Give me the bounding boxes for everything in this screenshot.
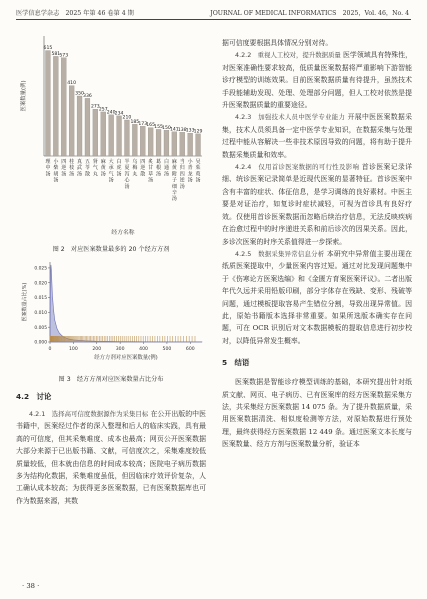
bar xyxy=(180,132,185,156)
paragraph-4-2-5-body: 本研究中异常值主要出现在纸质医案提取中，少量医案内容过短。通过对比发现问题集中于《伤寒论方医案选编》和《金匮方育案医案评议》。二者出版年代久远并采用铅版印刷，部分字体存在残缺、变形、残破等问题，通过模板提取容易产生错位分割，导致出现异常值。因此，原始书籍版本选择非常重要。如果所选版本确实存在问题，可在 OCR 识别后对文本数据模板的提取信息进行初步校对，以降低异常发生概率。 xyxy=(222,249,412,345)
x-tick-label: 汤 xyxy=(77,171,83,178)
bar-value-label: 210 xyxy=(122,115,132,121)
x-tick-label: 葛 xyxy=(156,159,162,165)
bar xyxy=(69,86,74,156)
x-tick-label: 麻 xyxy=(171,159,177,165)
paragraph-4-2-2 xyxy=(222,49,412,111)
x-tick-label: 汤 xyxy=(61,171,67,178)
paragraph-continued: 据可信度要根据具体情况分别对待。 xyxy=(222,39,333,47)
x-tick-label: 吴 xyxy=(195,159,201,165)
x-tick-label: 肾 xyxy=(92,159,98,165)
bar xyxy=(156,129,161,156)
x-tick-label: 丸 xyxy=(132,171,138,178)
x-tick-label: 子 xyxy=(171,177,177,184)
bar-value-label: 155 xyxy=(154,124,163,130)
bar xyxy=(196,134,201,156)
bar xyxy=(125,120,130,156)
bar xyxy=(53,56,58,156)
journal-header-cn: 医学信息学杂志 2025 年第 46 卷第 4 期 xyxy=(16,10,134,17)
subsection-4-2-5-title: 4.2.5 数据采集异常信息分析 xyxy=(235,249,325,258)
bar-value-label: 133 xyxy=(185,128,195,134)
x-tick-label: 汤 xyxy=(108,177,114,184)
y-tick-label: 0.020 xyxy=(34,281,47,287)
bar-value-label: 350 xyxy=(75,91,84,97)
y-tick-label: 0.000 xyxy=(34,340,47,346)
bar xyxy=(101,112,106,156)
y-axis-label: 医案数量(例) xyxy=(21,80,27,112)
y-tick-label: 0.010 xyxy=(34,310,47,316)
section-4-2-title: 4.2 讨论 xyxy=(16,392,52,401)
bar-value-label: 273 xyxy=(90,104,100,110)
x-tick-label: 逆 xyxy=(61,165,67,172)
paragraph-4-2-2-body: 医学领域具有特殊性，对医案准确性要求较高，低质量医案数据将严重影响下游智能诊疗模型的训练效果。目前医案数据质量有待提升，虽然技术手段能辅助发现、处理、处理部分问题，但人工校对依然是提升医案数据质量的重要途径。 xyxy=(222,51,412,110)
x-tick-label: 细 xyxy=(171,183,177,190)
bar-value-label: 257 xyxy=(98,107,108,113)
bar-value-label: 141 xyxy=(169,127,179,133)
subsection-4-2-4-title: 4.2.4 仅用首诊医案数据的可行性及影响 xyxy=(235,163,360,172)
x-tick-label: 汤 xyxy=(100,171,106,178)
x-tick-label: 汤 xyxy=(187,177,193,184)
bar-chart-top20-formulas xyxy=(16,28,206,240)
density-area xyxy=(50,265,202,342)
journal-header-en: JOURNAL OF MEDICAL INFORMATICS 2025，Vol. 46，No. 4 xyxy=(210,10,409,17)
left-text-block xyxy=(16,391,206,507)
y-tick-label: 0.015 xyxy=(34,296,47,302)
subsection-4-2-2-title: 4.2.2 重视人工校对，提升数据质量 xyxy=(235,51,341,60)
bar-value-label: 234 xyxy=(114,111,124,117)
x-tick-label: 甘 xyxy=(148,165,154,172)
x-tick-label: 200 xyxy=(92,347,102,352)
x-tick-label: 四 xyxy=(61,159,67,165)
x-tick-label: 500 xyxy=(162,347,172,352)
y-axis-label: 医案数量占比(%) xyxy=(22,282,28,322)
x-tick-label: 乌 xyxy=(132,159,138,165)
x-tick-label: 汤 xyxy=(171,196,177,203)
x-tick-label: 当 xyxy=(179,159,185,165)
x-tick-label: 四 xyxy=(179,171,185,178)
x-tick-label: 附 xyxy=(171,171,177,178)
x-tick-label: 汤 xyxy=(156,171,162,178)
paragraph-4-2-3-body: 开展中医医案数据采集，技术人员须具备一定中医学专业知识，在数据采集与处理过程中能从容解决一些非技术原因导致的问题，将有助于提升数据采集质量和效率。 xyxy=(222,113,412,159)
bar xyxy=(85,98,90,156)
x-axis-label: 经方方剂对应医案数量(例) xyxy=(94,355,158,361)
x-tick-label: 300 xyxy=(115,347,125,352)
x-tick-label: 汤 xyxy=(195,177,201,184)
x-tick-label: 600 xyxy=(185,347,195,352)
bar-value-label: 573 xyxy=(59,53,69,59)
figure-3-caption: 图 3 经方方剂对应医案数量占比分布 xyxy=(58,376,164,383)
x-tick-label: 归 xyxy=(179,165,185,172)
x-tick-label: 逆 xyxy=(179,177,185,184)
x-tick-label: 心 xyxy=(124,177,130,184)
bar-value-label: 129 xyxy=(193,129,203,135)
paragraph-4-2-4-body: 首诊医案记录详细、统诊医案记录简单是近现代医案的显著特征。首诊医案中含有丰富的症状、体征信息，是学习调练的良好素材。中医主要是对证治疗，如复诊时症状减轻，可视为首诊具有良好疗效。仅使用首诊医案数据而忽略后续治疗信息，无法反映疾病在治愈过程中的时序递进关系和前后诊次的因果关系。因此，多诊次医案的时序关系值得进一步探索。 xyxy=(222,163,412,246)
paragraph-4-2-5 xyxy=(222,248,412,347)
x-tick-label: 理 xyxy=(45,159,51,165)
bar xyxy=(140,126,145,156)
x-tick-label: 散 xyxy=(84,171,90,178)
x-tick-label: 汤 xyxy=(53,177,59,184)
paragraph-4-2-3 xyxy=(222,111,412,161)
bar-value-label: 410 xyxy=(67,81,77,87)
figure-2-caption: 图 2 对应医案数量最多的 20 个经方方剂 xyxy=(52,246,170,253)
bar-value-label: 240 xyxy=(106,110,116,116)
bar-value-label: 150 xyxy=(162,125,171,131)
x-tick-label: 黄 xyxy=(100,165,106,172)
x-tick-label: 大 xyxy=(108,159,114,165)
bar xyxy=(46,51,51,156)
x-tick-label: 萸 xyxy=(195,171,201,178)
x-tick-label: 根 xyxy=(156,165,162,172)
y-tick-label: 0.005 xyxy=(34,325,47,331)
bar xyxy=(61,58,66,156)
x-tick-label: 虎 xyxy=(116,165,122,172)
x-tick-label: 龙 xyxy=(187,171,193,178)
x-tick-label: 100 xyxy=(68,347,78,352)
bar xyxy=(164,130,169,156)
x-tick-label: 茱 xyxy=(195,165,201,172)
x-tick-label: 黄 xyxy=(171,165,177,172)
paragraph-4-2-1-body: 在公开出版的中医书籍中，医案经过作者的深入整理和后人的临床实践，具有最高的可信度，但其采集难度、成本也最高；网页公开医案数据大部分来源于已出版书籍、文献，可信度次之，采集难度较低质量较低，但本就由信息的时间成本较高；医院电子病历数据多为结构化数据，采集难度虽低，但因临床疗效评价复杂，人工确认成本较高；为获得更多医案数据，已有医案数据库也可作为数据来源，其数 xyxy=(16,410,206,505)
bar xyxy=(172,132,177,156)
paragraph-4-2-4 xyxy=(222,161,412,248)
x-tick-label: 武 xyxy=(77,165,83,172)
bar-value-label: 615 xyxy=(43,46,53,52)
x-tick-label: 青 xyxy=(187,165,193,172)
bar-value-label: 336 xyxy=(83,93,92,99)
x-tick-label: 气 xyxy=(92,165,98,172)
x-tick-label: 泻 xyxy=(124,171,130,178)
section-5-title: 5 结语 xyxy=(222,358,250,368)
x-tick-label: 丸 xyxy=(92,171,98,178)
x-tick-label: 汤 xyxy=(45,171,51,178)
x-tick-label: 苓 xyxy=(84,165,90,172)
x-tick-label: 白 xyxy=(163,159,169,165)
x-tick-label: 梅 xyxy=(132,165,138,172)
x-tick-label: 半 xyxy=(124,159,130,165)
bar xyxy=(109,115,114,156)
header-rule xyxy=(16,19,411,20)
x-tick-label: 0 xyxy=(48,347,52,352)
x-tick-label: 400 xyxy=(139,347,148,352)
x-tick-label: 中 xyxy=(45,165,51,172)
figure-3 xyxy=(16,258,206,383)
x-tick-label: 四 xyxy=(140,159,146,165)
x-tick-label: 桂 xyxy=(69,159,75,165)
density-chart-case-distribution xyxy=(16,258,206,370)
bar xyxy=(148,128,153,156)
x-tick-label: 辛 xyxy=(171,190,177,196)
x-tick-label: 汤 xyxy=(163,171,169,178)
x-tick-label: 麻 xyxy=(100,159,106,165)
x-tick-label: 草 xyxy=(148,171,154,178)
y-tick-label: 0.025 xyxy=(34,266,47,272)
x-tick-label: 汤 xyxy=(69,171,75,178)
x-tick-label: 夏 xyxy=(124,165,130,172)
bar xyxy=(117,116,122,156)
bar xyxy=(77,96,82,156)
x-tick-label: 白 xyxy=(116,159,122,165)
x-tick-label: 炙 xyxy=(148,159,154,165)
x-axis-label: 经方名称 xyxy=(111,230,135,236)
bar-value-label: 185 xyxy=(130,119,140,125)
x-tick-label: 散 xyxy=(140,171,146,178)
x-tick-label: 逆 xyxy=(140,165,146,172)
x-tick-label: 汤 xyxy=(124,183,130,190)
x-tick-label: 汤 xyxy=(116,171,122,178)
x-tick-label: 小 xyxy=(187,159,193,165)
bar xyxy=(188,133,193,156)
bar-value-label: 581 xyxy=(51,51,61,57)
figure-2 xyxy=(16,28,206,253)
x-tick-label: 真 xyxy=(77,159,83,165)
x-tick-label: 汤 xyxy=(179,183,185,190)
right-text-block xyxy=(222,37,412,451)
bar-value-label: 173 xyxy=(138,121,148,127)
bar-value-label: 138 xyxy=(177,127,187,133)
subsection-4-2-3-title: 4.2.3 加强技术人员中医学专业能力 xyxy=(235,113,346,122)
page-number: · 38 · xyxy=(22,582,40,590)
bar xyxy=(93,109,98,156)
bar-value-label: 165 xyxy=(146,123,156,129)
bar xyxy=(132,124,137,156)
x-tick-label: 承 xyxy=(108,165,114,172)
x-tick-label: 胡 xyxy=(53,171,59,178)
x-tick-label: 汤 xyxy=(148,177,154,184)
x-tick-label: 五 xyxy=(84,159,90,165)
x-tick-label: 通 xyxy=(163,165,169,172)
paragraph-5: 医案数据是智能诊疗模型训练的基础，本研究提出针对纸质文献、网页、电子病历、已有医案库的经方医案数据采集方法，共采集经方医案数据 14 075 条。为了提升数据质量，采用医案数据清洗、相似度检测等方法，对原始数据进行预处理，最终获得经方医案数据 12 449 条。通过医案文本长度与医案数量、经方方剂与医案数量分析，验证本 xyxy=(222,378,412,449)
x-tick-label: 柴 xyxy=(53,165,59,172)
x-tick-label: 小 xyxy=(53,159,59,165)
x-tick-label: 枝 xyxy=(69,165,75,172)
subsection-4-2-1-title: 4.2.1 选择高可信度数据源作为采集目标 xyxy=(29,410,149,418)
paragraph-4-2-1 xyxy=(16,408,206,507)
x-tick-label: 气 xyxy=(108,171,114,178)
